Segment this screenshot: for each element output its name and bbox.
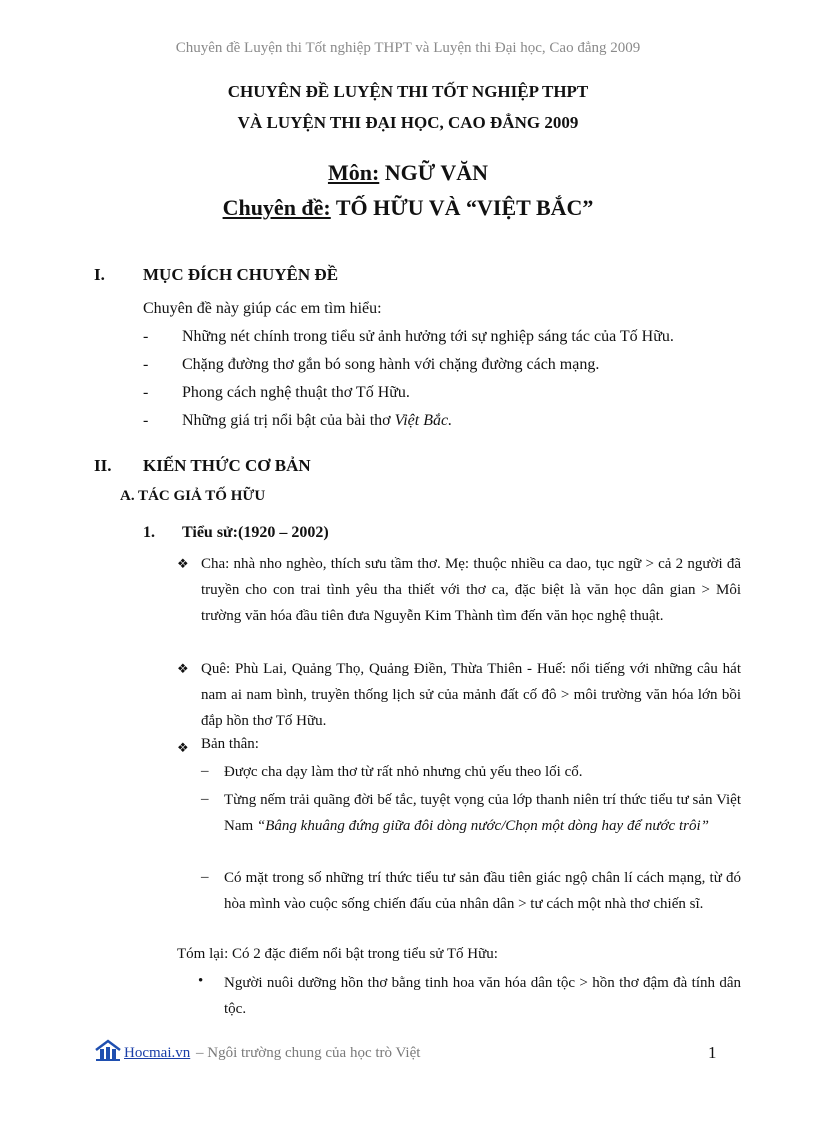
dash-marker: - <box>143 328 149 345</box>
diamond-bullet-icon: ❖ <box>177 661 189 676</box>
section-1-intro: Chuyên đề này giúp các em tìm hiểu: <box>143 300 382 317</box>
topic-value: TỐ HỮU VÀ “VIỆT BẮC” <box>335 195 594 220</box>
diamond-bullet-icon: ❖ <box>177 556 189 571</box>
section-2-title: KIẾN THỨC CƠ BẢN <box>143 456 311 475</box>
dash-marker: – <box>201 763 209 779</box>
running-header: Chuyên đề Luyện thi Tốt nghiệp THPT và Luyện thi Đại học, Cao đẳng 2009 <box>175 40 641 56</box>
self-point-2-quote: “Bâng khuâng đứng giữa đôi dòng nước/Chọn một dòng hay để nước trôi” <box>256 818 709 834</box>
doc-title-line2: VÀ LUYỆN THI ĐẠI HỌC, CAO ĐẲNG 2009 <box>237 113 579 132</box>
self-point-1: Được cha dạy làm thơ từ rất nhỏ nhưng chủ yếu theo lối cổ. <box>224 764 583 780</box>
dash-marker: – <box>201 869 209 885</box>
self-point-2-text: Từng nếm trải quãng đời bế tắc, tuyệt vọng của lớp thanh niên trí thức tiểu tư sản Việt Nam <box>224 792 741 834</box>
section-1-title: MỤC ĐÍCH CHUYÊN ĐỀ <box>143 265 339 284</box>
topic-label: Chuyên đề: <box>222 195 331 220</box>
dash-marker: – <box>201 791 209 807</box>
item-1-title: Tiểu sử:(1920 – 2002) <box>182 524 329 541</box>
house-logo-icon <box>94 1039 122 1063</box>
father-mother-paragraph: Cha: nhà nho nghèo, thích sưu tầm thơ. Mẹ: thuộc nhiều ca dao, tục ngữ > cả 2 người đã truyền cho con trai tình yêu tha thiết với thơ ca, đặc biệt là văn học dân gian > Môi trường văn hóa đầu tiên đưa Nguyễn Kim Thành tìm đến văn học nghệ thuật. <box>201 556 741 624</box>
purpose-item-2: Chặng đường thơ gắn bó song hành với chặng đường cách mạng. <box>182 356 600 373</box>
footer-tagline: – Ngôi trường chung của học trò Việt <box>196 1045 421 1061</box>
purpose-item-4 <box>182 412 452 430</box>
dash-marker: - <box>143 412 149 429</box>
page-number: 1 <box>708 1043 717 1062</box>
subsection-a-title: A. TÁC GIẢ TỐ HỮU <box>120 488 266 504</box>
subject-value: NGỮ VĂN <box>384 160 489 185</box>
diamond-bullet-icon: ❖ <box>177 740 189 755</box>
summary-point-1: Người nuôi dưỡng hồn thơ bằng tinh hoa văn hóa dân tộc > hồn thơ đậm đà tính dân tộc. <box>224 975 741 1017</box>
purpose-item-4-text: Những giá trị nổi bật của bài thơ <box>182 412 391 429</box>
hometown-paragraph: Quê: Phù Lai, Quảng Thọ, Quảng Điền, Thừa Thiên - Huế: nổi tiếng với những câu hát nam ai nam bình, truyền thống lịch sử của mảnh đất cố đô > môi trường văn hóa lớn bồi đắp hồn thơ Tố Hữu. <box>201 661 741 729</box>
subject-line <box>0 160 816 186</box>
section-2-number: II. <box>94 456 112 475</box>
summary-text: Tóm lại: Có 2 đặc điểm nổi bật trong tiểu sử Tố Hữu: <box>177 946 498 962</box>
topic-line <box>0 195 816 221</box>
purpose-item-4-italic: Việt Bắc. <box>394 412 453 429</box>
self-point-2 <box>224 787 741 839</box>
subject-label: Môn: <box>327 160 380 185</box>
section-1-number: I. <box>94 265 105 284</box>
dash-marker: - <box>143 384 149 401</box>
purpose-item-1: Những nét chính trong tiểu sử ảnh hưởng tới sự nghiệp sáng tác của Tố Hữu. <box>182 328 674 345</box>
purpose-item-3: Phong cách nghệ thuật thơ Tố Hữu. <box>182 384 410 401</box>
dot-bullet: • <box>198 973 204 989</box>
self-heading: Bản thân: <box>201 736 259 752</box>
self-point-3: Có mặt trong số những trí thức tiểu tư sản đầu tiên giác ngộ chân lí cách mạng, từ đó hòa mình vào cuộc sống chiến đấu của nhân dân > tư cách một nhà thơ chiến sĩ. <box>224 870 741 912</box>
dash-marker: - <box>143 356 149 373</box>
doc-title-line1: CHUYÊN ĐỀ LUYỆN THI TỐT NGHIỆP THPT <box>227 82 589 101</box>
hocmai-link[interactable]: Hocmai.vn <box>124 1045 191 1061</box>
item-1-number: 1. <box>143 524 155 541</box>
